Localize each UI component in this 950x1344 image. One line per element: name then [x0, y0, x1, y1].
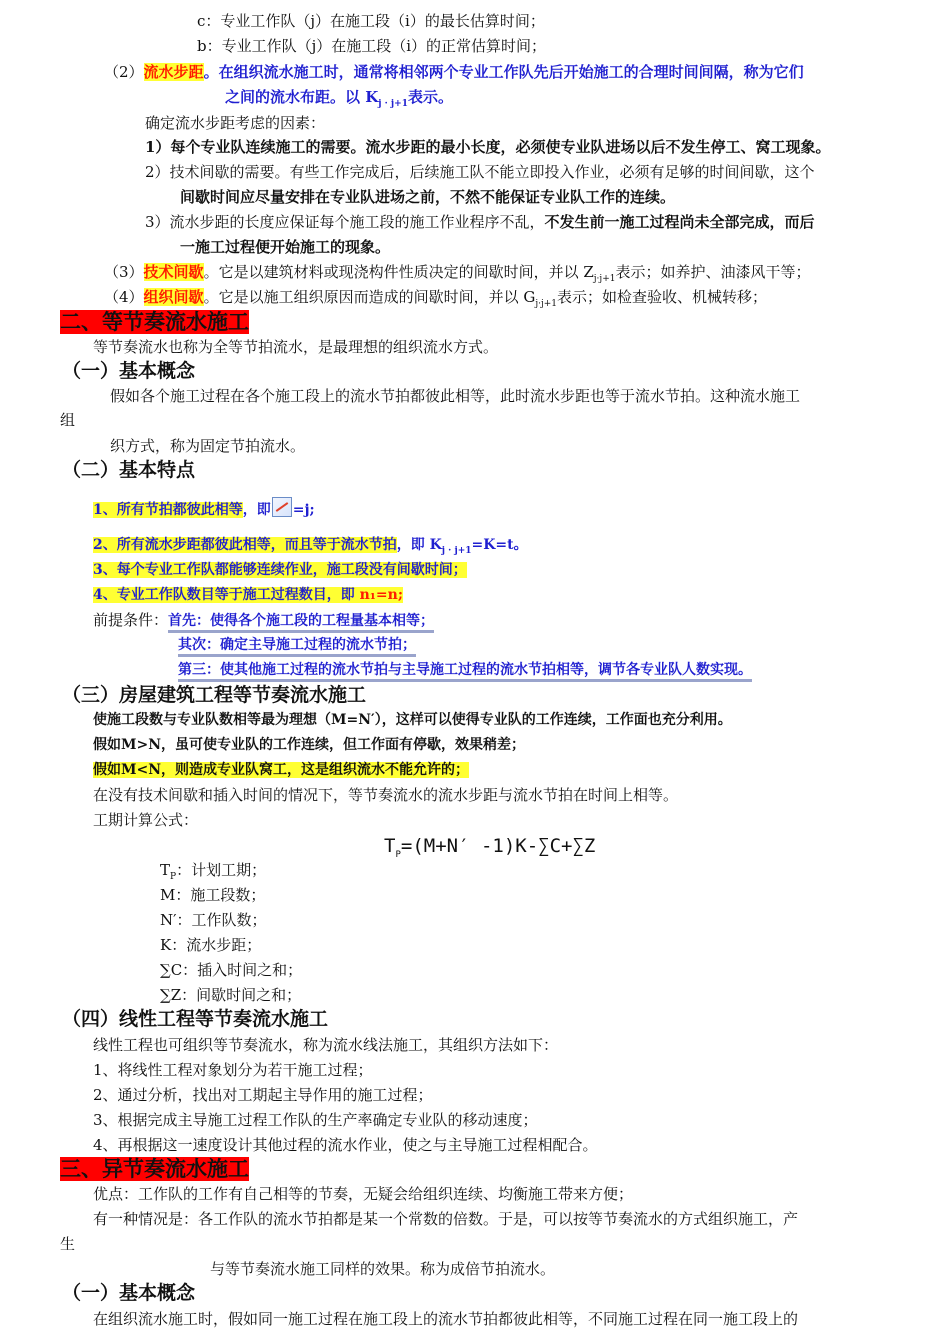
text-span: 表示；如养护、油漆风干等； — [615, 263, 811, 281]
text-line: 等节奏流水也称为全等节拍流水，是最理想的组织流水方式。 — [93, 338, 499, 356]
precondition-3: 第三：使其他施工过程的流水节拍与主导施工过程的流水节拍相等，调节各专业队人数实现。 — [178, 662, 752, 682]
text-line — [145, 212, 815, 232]
text-line: 3、根据完成主导施工过程工作队的生产率确定专业队的移动速度； — [93, 1111, 538, 1129]
precondition-1: 首先：使得各个施工段的工程量基本相等； — [168, 613, 434, 633]
subsection-title: （二）基本特点 — [62, 459, 196, 481]
text-line: 生 — [60, 1235, 76, 1253]
text-line: 使施工段数与专业队数相等最为理想（M=N′），这样可以使得专业队的工作连续，工作面也充分利用。 — [93, 712, 732, 728]
subscript: P — [395, 849, 401, 860]
text-line: 确定流水步距考虑的因素： — [145, 114, 326, 132]
feature-1 — [93, 497, 315, 520]
text-line: c：专业工作队（j）在施工段（i）的最长估算时间； — [197, 12, 545, 30]
variable-definition — [160, 860, 266, 887]
feature-text: ，即 K — [396, 537, 442, 553]
variable-text: ：计划工期； — [176, 861, 267, 879]
term-technical-interval: 技术间歇 — [143, 263, 204, 281]
feature-text: =j; — [292, 502, 315, 518]
text-line: 线性工程也可组织等节奏流水，称为流水线法施工，其组织方法如下： — [93, 1036, 559, 1054]
text-line: 工期计算公式： — [93, 811, 199, 829]
item-number: （2） — [104, 63, 144, 81]
variable-definition: ∑Z：间歇时间之和； — [160, 986, 302, 1004]
feature-text: 4、专业工作队数目等于施工过程数目，即 — [93, 587, 360, 603]
text-line: 在组织流水施工时，假如同一施工过程在施工段上的流水节拍都彼此相等，不同施工过程在同一施工段上的 — [93, 1310, 799, 1328]
subscript: j·j+1 — [593, 274, 616, 284]
variable-definition: M：施工段数； — [160, 886, 266, 904]
precondition-2: 其次：确定主导施工过程的流水节拍； — [178, 637, 416, 657]
feature-4 — [93, 585, 403, 605]
formula-text: =(M+N′ -1)K-∑C+∑Z — [400, 835, 596, 857]
text-span: 不发生前一施工过程尚未全部完成，而后 — [544, 213, 815, 231]
term-organization-interval: 组织间歇 — [143, 288, 204, 306]
text-line: 1、将线性工程对象划分为若干施工过程； — [93, 1061, 373, 1079]
feature-2 — [93, 535, 528, 561]
variable-definition: ∑C：插入时间之和； — [160, 961, 303, 979]
text-line: 2）技术间歇的需要。有些工作完成后，后续施工队不能立即投入作业，必须有足够的时间间歇，这个 — [145, 163, 815, 181]
text-line: 假如M>N，虽可使专业队的工作连续，但工作面有停歇，效果稍差； — [93, 737, 526, 753]
subscript: j · j+1 — [441, 545, 472, 556]
text-line: 组 — [60, 411, 76, 429]
text-span: 。它是以施工组织原因而造成的间歇时间，并以 G — [203, 288, 536, 306]
text-line: 织方式，称为固定节拍流水。 — [110, 437, 306, 455]
variable-definition: K：流水步距； — [160, 936, 262, 954]
text-span: 表示；如检查验收、机械转移； — [557, 288, 768, 306]
section-title-text: 二、等节奏流水施工 — [60, 310, 249, 334]
feature-text: =K=t。 — [471, 537, 528, 553]
technical-interval — [104, 262, 811, 289]
variable-definition: N′：工作队数； — [160, 911, 267, 929]
subscript: P — [170, 872, 177, 882]
section-title-text: 三、异节奏流水施工 — [60, 1157, 249, 1181]
flow-step-definition — [104, 62, 804, 82]
feature-text: 3、每个专业工作队都能够连续作业，施工段没有间歇时间； — [93, 562, 467, 578]
text-span: 3）流水步距的长度应保证每个施工段的施工作业程序不乱， — [145, 213, 545, 231]
section-title — [60, 309, 249, 335]
text-line: b：专业工作队（j）在施工段（i）的正常估算时间； — [197, 37, 547, 55]
text-line: 有一种情况是：各工作队的流水节拍都是某一个常数的倍数。于是，可以按等节奏流水的方式组织施工，产 — [93, 1210, 799, 1228]
section-title — [60, 1156, 249, 1182]
variable-text: T — [160, 861, 171, 879]
definition-text: 。在组织流水施工时，通常将相邻两个专业工作队先后开始施工的合理时间间隔，称为它们 — [203, 63, 804, 81]
text-line: 一施工过程便开始施工的现象。 — [180, 238, 391, 256]
definition-text-cont — [225, 87, 453, 114]
duration-formula — [384, 834, 595, 867]
text-line: 优点：工作队的工作有自己相等的节奏，无疑会给组织连续、均衡施工带来方便； — [93, 1185, 634, 1203]
feature-text: ，即 — [242, 502, 271, 518]
text-line: 4、再根据这一速度设计其他过程的流水作业，使之与主导施工过程相配合。 — [93, 1136, 598, 1154]
subscript: j·j+1 — [535, 299, 558, 309]
feature-text: n₁=n; — [359, 587, 404, 603]
precondition-label: 前提条件： — [93, 611, 169, 629]
precondition — [93, 610, 434, 631]
text-line: 间歇时间应尽量安排在专业队进场之前，不然不能保证专业队工作的连续。 — [180, 188, 676, 206]
text-line: 假如各个施工过程在各个施工段上的流水节拍都彼此相等，此时流水步距也等于流水节拍。这种流水施工 — [110, 387, 801, 405]
feature-3 — [93, 560, 467, 580]
text-span: 。它是以建筑材料或现浇构件性质决定的间歇时间，并以 Z — [203, 263, 594, 281]
precondition — [178, 660, 752, 680]
term-flow-step: 流水步距 — [143, 63, 204, 81]
item-number: （4） — [104, 288, 144, 306]
formula-image-icon — [272, 497, 292, 517]
subsection-title: （三）房屋建筑工程等节奏流水施工 — [62, 684, 367, 706]
precondition — [178, 635, 416, 655]
feature-text: 2、所有流水步距都彼此相等，而且等于流水节拍 — [93, 537, 397, 553]
text-line — [93, 760, 469, 780]
formula-text: T — [384, 835, 396, 857]
highlighted-text: 假如M<N，则造成专业队窝工，这是组织流水不能允许的； — [93, 762, 470, 778]
text-line: 2、通过分析，找出对工期起主导作用的施工过程； — [93, 1086, 433, 1104]
item-number: （3） — [104, 263, 144, 281]
subsection-title: （四）线性工程等节奏流水施工 — [62, 1008, 329, 1030]
definition-text: 表示。 — [407, 88, 453, 106]
subsection-title: （一）基本概念 — [62, 360, 196, 382]
text-line: 1）每个专业队连续施工的需要。流水步距的最小长度，必须使专业队进场以后不发生停工、窝工现象。 — [145, 138, 831, 156]
text-line: 在没有技术间歇和插入时间的情况下，等节奏流水的流水步距与流水节拍在时间上相等。 — [93, 786, 679, 804]
subsection-title: （一）基本概念 — [62, 1282, 196, 1304]
subscript: j · j+1 — [378, 99, 408, 109]
text-line: 与等节奏流水施工同样的效果。称为成倍节拍流水。 — [210, 1260, 556, 1278]
definition-text: 之间的流水布距。以 K — [225, 88, 379, 106]
feature-text: 1、所有节拍都彼此相等 — [93, 502, 243, 518]
